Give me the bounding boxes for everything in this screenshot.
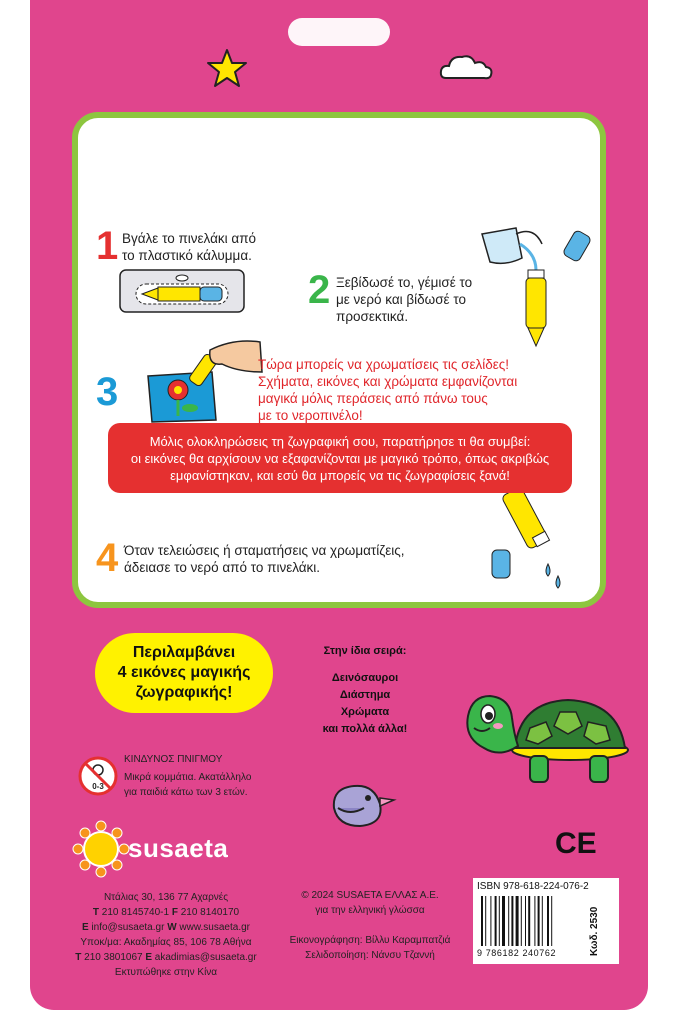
series-item: και πολλά άλλα! bbox=[322, 723, 408, 735]
reset-info-banner: Μόλις ολοκληρώσεις τη ζωγραφική σου, παρατήρησε τι θα συμβεί: οι εικόνες θα αρχίσουν να εξαφανίζονται με μαγικό τρόπο, όπως ακριβώς εμφανίστηκαν, και εσύ θα μπορείς να τις ζωγραφίσεις ξανά! bbox=[108, 423, 572, 493]
instructions-card bbox=[72, 112, 606, 608]
draining-brush-illustration bbox=[488, 488, 578, 592]
product-code: Κωδ. 2530 bbox=[589, 906, 600, 956]
warning-title: ΚΙΝΔΥΝΟΣ ΠΝΙΓΜΟΥ bbox=[124, 754, 223, 765]
sun-logo-icon bbox=[72, 820, 130, 878]
barcode-bar bbox=[495, 896, 497, 946]
barcode-bar bbox=[521, 896, 522, 946]
credits: Εικονογράφηση: Βίλλυ Καραμπατζιά Σελιδοποίηση: Νάνσυ Τζαννή bbox=[289, 935, 451, 961]
turtle-illustration bbox=[460, 688, 630, 792]
copyright-notice: © 2024 SUSAETA ΕΛΛΑΣ Α.Ε. για την ελληνική γλώσσα bbox=[301, 890, 439, 916]
bird-illustration bbox=[328, 778, 408, 832]
barcode-bar bbox=[502, 896, 505, 946]
barcode-bar bbox=[511, 896, 513, 946]
warning-text: Μικρά κομμάτια. Ακατάλληλο για παιδιά κάτω των 3 ετών. bbox=[124, 772, 252, 798]
step-1-number: 1 bbox=[96, 224, 119, 268]
barcode-bar bbox=[516, 896, 519, 946]
hang-hole bbox=[288, 18, 390, 46]
magic-coloring-text: Τώρα μπορείς να χρωματίσεις τις σελίδες! Σχήματα, εικόνες και χρώματα εμφανίζονται μαγικά μόλις περάσεις από πάνω τους με το νεροπινέλο! bbox=[258, 357, 518, 423]
includes-bubble: Περιλαμβάνει 4 εικόνες μαγικής ζωγραφικής! bbox=[95, 633, 273, 713]
barcode-bar bbox=[508, 896, 509, 946]
ce-mark: CE bbox=[555, 827, 597, 860]
step-3-number: 3 bbox=[96, 370, 119, 414]
cloud-icon bbox=[438, 52, 494, 82]
barcode-bar bbox=[542, 896, 543, 946]
publisher-address: Ντάλιας 30, 136 77 Αχαρνές T 210 8145740-1 F 210 8140170 E info@susaeta.gr W www.susaeta.gr Υποκ/μα: Ακαδημίας 85, 106 78 Αθήνα T 210 3801067 E akadimias@susaeta.gr Εκτυπώθηκε στην Κίνα bbox=[75, 892, 257, 978]
star-icon bbox=[206, 48, 248, 88]
series-title: Στην ίδια σειρά: bbox=[323, 645, 407, 657]
series-list bbox=[290, 643, 440, 738]
choking-hazard-icon bbox=[78, 756, 118, 796]
brand-name: susaeta bbox=[128, 833, 229, 863]
step-2-text: Ξεβίδωσέ το, γέμισέ το με νερό και βίδωσέ το προσεκτικά. bbox=[336, 275, 473, 324]
barcode-bar bbox=[528, 896, 530, 946]
barcode-bar bbox=[538, 896, 540, 946]
step-4-number: 4 bbox=[96, 536, 119, 580]
step-1-text: Βγάλε το πινελάκι από το πλαστικό κάλυμμα. bbox=[122, 231, 257, 263]
series-item: Χρώματα bbox=[340, 706, 390, 718]
barcode-bar bbox=[551, 896, 552, 946]
barcode-bar bbox=[534, 896, 535, 946]
water-fill-illustration bbox=[476, 204, 596, 348]
barcode bbox=[479, 896, 583, 948]
series-item: Δεινόσαυροι bbox=[331, 672, 399, 684]
step-4-text: Όταν τελειώσεις ή σταματήσεις να χρωματίζεις, άδειασε το νερό από το πινελάκι. bbox=[124, 543, 405, 575]
step-2-number: 2 bbox=[308, 268, 331, 312]
barcode-bar bbox=[525, 896, 526, 946]
barcode-bar bbox=[547, 896, 549, 946]
painting-hand-illustration bbox=[142, 332, 266, 424]
series-item: Διάστημα bbox=[339, 689, 391, 701]
barcode-label bbox=[473, 878, 619, 964]
barcode-bar bbox=[481, 896, 483, 946]
barcode-number: 9 786182 240762 bbox=[477, 948, 557, 958]
barcode-bar bbox=[499, 896, 500, 946]
svg-text:0-3: 0-3 bbox=[92, 782, 104, 791]
barcode-bar bbox=[490, 896, 491, 946]
brush-in-cover-illustration bbox=[118, 268, 246, 314]
isbn-text: ISBN 978-618-224-076-2 bbox=[477, 881, 589, 892]
barcode-bar bbox=[485, 896, 486, 946]
